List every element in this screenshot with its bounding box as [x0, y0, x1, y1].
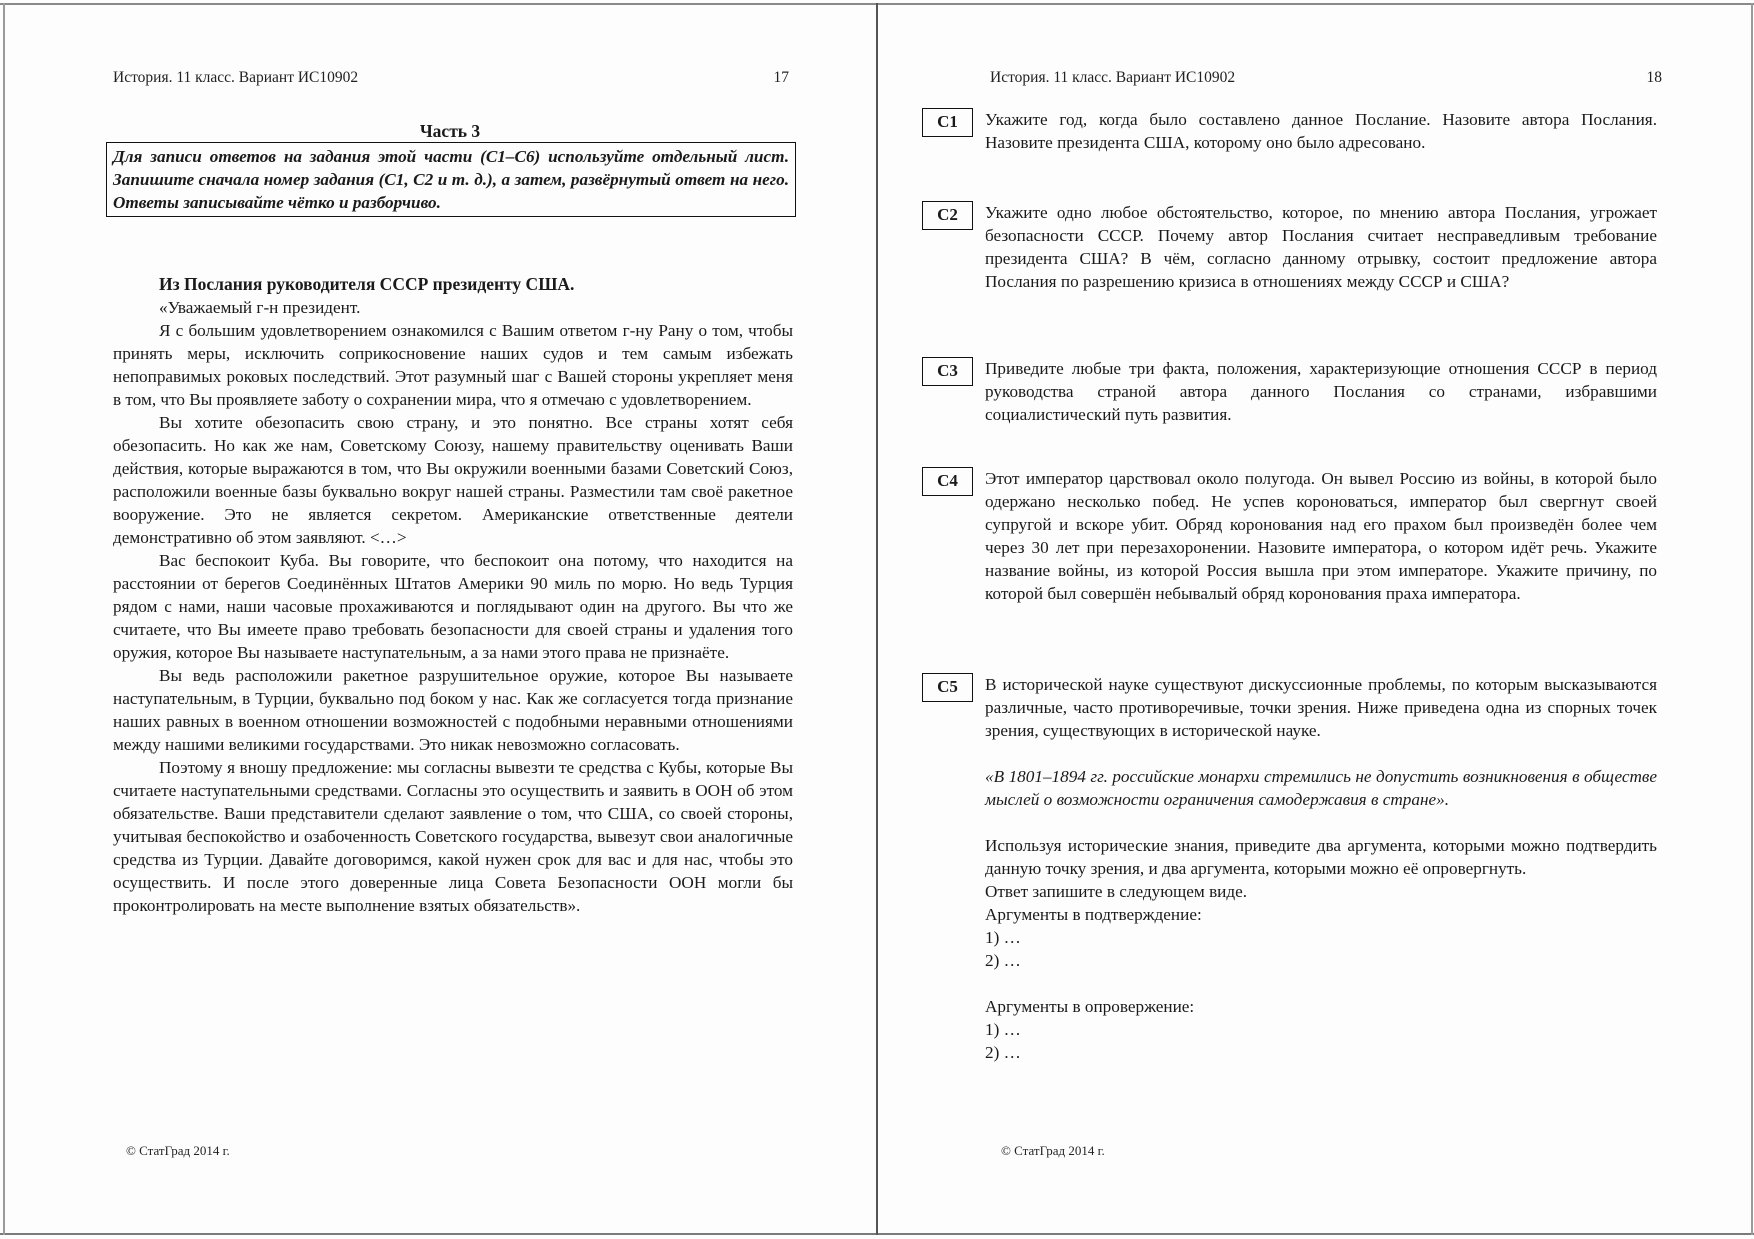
task-label: С2 — [922, 201, 973, 230]
page-number: 17 — [773, 69, 789, 86]
task-c5 — [922, 673, 1662, 1064]
task-label: С4 — [922, 467, 973, 496]
frame-right-border — [1751, 3, 1753, 1235]
task-text: Приведите любые три факта, положения, характеризующие отношения СССР в период руководства страной автора данного Послания со странами, избравшими социалистический путь развития. — [985, 359, 1657, 424]
spacer — [985, 811, 1657, 834]
copyright-footer: © СтатГрад 2014 г. — [126, 1143, 230, 1158]
running-header — [113, 69, 789, 87]
spacer — [985, 972, 1657, 995]
page-17 — [5, 5, 876, 1233]
task-c1 — [922, 108, 1662, 154]
header-title: История. 11 класс. Вариант ИС10902 — [990, 69, 1236, 86]
part-title: Часть 3 — [419, 121, 481, 141]
task-text: Этот император царствовал около полугода. Он вывел Россию из войны, в которой было одержано несколько побед. Не успев короноваться, император был свергнут своей супругой и вскоре убит. Обряд коронования над его прахом был произведён более чем через 30 лет при перезахоронении. Назовите императора, о котором идёт речь. Укажите название войны, из которой Россия вышла при этом императоре. Укажите причину, по которой был совершён небывалый обряд коронования праха императора. — [985, 469, 1657, 603]
task-label: С3 — [922, 357, 973, 386]
answer-form-note: Ответ запишите в следующем виде. — [985, 882, 1248, 901]
task-c3 — [922, 357, 1662, 426]
running-header — [990, 69, 1662, 87]
support-heading: Аргументы в подтверждение: — [985, 905, 1202, 924]
task-text: Укажите год, когда было составлено данное Послание. Назовите автора Послания. Назовите президента США, которому оно было адресовано. — [985, 110, 1657, 152]
task-text: Укажите одно любое обстоятельство, которое, по мнению автора Послания, угрожает безопасности СССР. Почему автор Послания считает несправедливым требование президента США? В чём, согласно данному отрывку, состоит предложение автора Послания по разрешению кризиса в отношениях между СССР и США? — [985, 203, 1657, 291]
task-c4 — [922, 467, 1662, 605]
header-title: История. 11 класс. Вариант ИС10902 — [113, 69, 359, 86]
task-c2 — [922, 201, 1662, 293]
source-document — [113, 273, 793, 917]
task-label: С1 — [922, 108, 973, 137]
support-item: 2) … — [985, 951, 1021, 970]
source-paragraph: Вы хотите обезопасить свою страну, и это понятно. Все страны хотят себя обезопасить. Но как же нам, Советскому Союзу, нашему правительству оценивать Ваши действия, которые выражаются в том, что Вы окружили военными базами Советский Союз, расположили военные базы буквально вокруг нашей страны. Разместили там своё ракетное вооружение. Это не является секретом. Американские ответственные деятели демонстративно об этом заявляют. <…> — [113, 413, 793, 547]
source-paragraph: Вас беспокоит Куба. Вы говорите, что беспокоит она потому, что находится на расстоянии от берегов Соединённых Штатов Америки 90 миль по морю. Но ведь Турция рядом с нами, наши часовые прохаживаются и поглядывают один на другого. Вы что же считаете, что Вы имеете право требовать безопасности для своей страны и удаления того оружия, которое Вы называете наступательным, а за нами этого права не признаёте. — [113, 551, 793, 662]
copyright-footer: © СтатГрад 2014 г. — [1001, 1143, 1105, 1158]
task-label: С5 — [922, 673, 973, 702]
instruction-box: Для записи ответов на задания этой части (С1–С6) используйте отдельный лист. Запишите сначала номер задания (С1, С2 и т. д.), а затем, развёрнутый ответ на него. Ответы записывайте чётко и разборчиво. — [106, 142, 796, 217]
task-intro: В исторической науке существуют дискуссионные проблемы, по которым высказываются различные, часто противоречивые, точки зрения. Ниже приведена одна из спорных точек зрения, существующих в исторической науке. — [985, 675, 1657, 740]
source-paragraph: «Уважаемый г-н президент. — [159, 298, 361, 317]
task-instruction: Используя исторические знания, приведите два аргумента, которыми можно подтвердить данную точку зрения, и два аргумента, которыми можно её опровергнуть. — [985, 836, 1657, 878]
source-title: Из Послания руководителя СССР президенту США. — [159, 274, 575, 294]
source-paragraph: Я с большим удовлетворением ознакомился с Вашим ответом г-ну Рану о том, чтобы принять меры, исключить соприкосновение наших судов и тем самым избежать непоправимых роковых последствий. Этот разумный шаг с Вашей стороны укрепляет меня в том, что Вы проявляете заботу о сохранении мира, что я отмечаю с удовлетворением. — [113, 321, 793, 409]
disputed-viewpoint: «В 1801–1894 гг. российские монархи стремились не допустить возникновения в обществе мыслей о возможности ограничения самодержавия в стране». — [985, 767, 1657, 809]
support-item: 1) … — [985, 928, 1021, 947]
page-number: 18 — [1646, 69, 1662, 86]
refute-item: 2) … — [985, 1043, 1021, 1062]
task-body — [985, 673, 1657, 1064]
page-18 — [878, 5, 1751, 1233]
refute-heading: Аргументы в опровержение: — [985, 997, 1195, 1016]
source-paragraph: Поэтому я вношу предложение: мы согласны вывезти те средства с Кубы, которые Вы считаете наступательными средствами. Согласны это осуществить и заявить в ООН об этом обязательстве. Ваши представители сделают заявление о том, что США, со своей стороны, учитывая беспокойство и озабоченность Советского государства, вывезут свои аналогичные средства из Турции. Давайте договоримся, какой нужен срок для вас и для нас, чтобы это осуществить. И после этого доверенные лица Совета Безопасности ООН могли бы проконтролировать на месте выполнение взятых обязательств». — [113, 758, 793, 915]
source-paragraph: Вы ведь расположили ракетное разрушительное оружие, которое Вы называете наступательным, в Турции, буквально под боком у нас. Как же согласуется тогда признание наших равных в военном отношении возможностей с подобными неравными отношениями между нашими великими государствами. Это никак невозможно согласовать. — [113, 666, 793, 754]
refute-item: 1) … — [985, 1020, 1021, 1039]
